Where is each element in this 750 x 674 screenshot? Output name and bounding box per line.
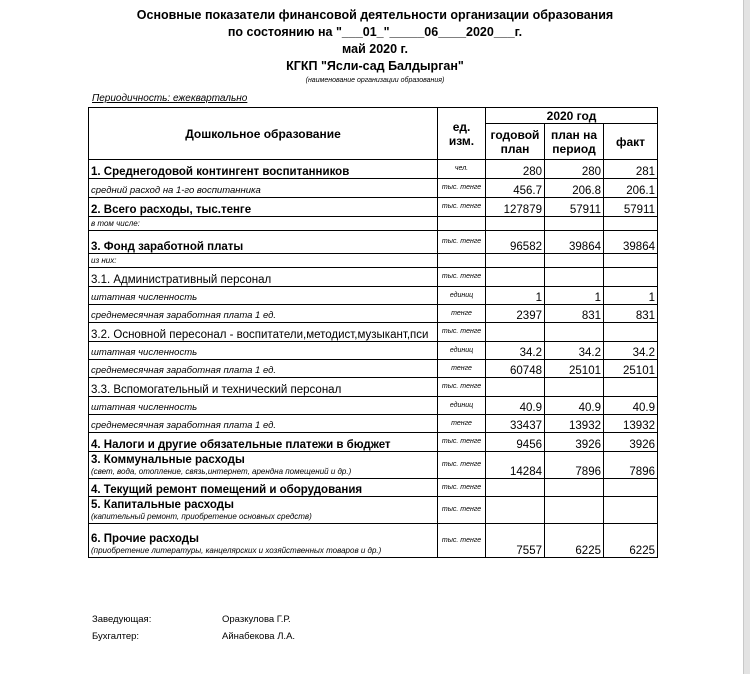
organization-note: (наименование организации образования) [305, 77, 445, 84]
fact-value-cell: 34.2 [604, 342, 658, 360]
scrollbar-edge [743, 0, 750, 674]
organization-name: КГКП "Ясли-сад Балдырган" [286, 59, 464, 73]
unit-cell [438, 254, 486, 268]
table-row [89, 323, 658, 342]
row-label [89, 433, 438, 452]
fact-value-cell: 25101 [604, 360, 658, 378]
plan-value-cell: 60748 [486, 360, 545, 378]
row-label [89, 415, 438, 433]
row-label-text: штатная численность [91, 347, 198, 358]
column-header-period: план на период [545, 124, 604, 160]
row-label-text: 5. Капитальные расходы [91, 499, 234, 511]
row-label [89, 160, 438, 179]
row-label [89, 323, 438, 342]
plan-value-cell [486, 497, 545, 524]
row-label [89, 452, 438, 479]
fact-value-cell [604, 323, 658, 342]
unit-cell: единиц [438, 397, 486, 415]
period-value-cell: 6225 [545, 524, 604, 558]
plan-value-cell: 127879 [486, 198, 545, 217]
row-label-note: (капительный ремонт, приобретение основных средств) [91, 512, 312, 521]
unit-cell [438, 217, 486, 231]
row-label-text: среднемесячная заработная плата 1 ед. [91, 310, 277, 321]
period-value-cell: 7896 [545, 452, 604, 479]
fact-value-cell [604, 497, 658, 524]
report-month: май 2020 г. [342, 42, 408, 56]
row-label-note: (приобретение литературы, канцелярских и хозяйственных товаров и др.) [91, 546, 382, 555]
row-label [89, 397, 438, 415]
fact-value-cell: 1 [604, 287, 658, 305]
table-header-row [89, 108, 658, 124]
period-value-cell: 40.9 [545, 397, 604, 415]
table-row [89, 217, 658, 231]
row-label-text: 2. Всего расходы, тыс.тенге [91, 204, 252, 216]
unit-cell: тыс. тенге [438, 497, 486, 524]
table-row [89, 179, 658, 198]
period-value-cell: 13932 [545, 415, 604, 433]
table-row [89, 524, 658, 558]
table-row [89, 268, 658, 287]
column-header-unit: ед. изм. [438, 108, 486, 160]
plan-value-cell: 9456 [486, 433, 545, 452]
period-value-cell: 831 [545, 305, 604, 323]
plan-value-cell: 1 [486, 287, 545, 305]
row-label-text: 4. Налоги и другие обязательные платежи в бюджет [91, 439, 391, 451]
fact-value-cell: 206.1 [604, 179, 658, 198]
row-label-text: в том числе: [91, 219, 140, 228]
plan-value-cell: 33437 [486, 415, 545, 433]
plan-value-cell [486, 479, 545, 497]
fact-value-cell: 281 [604, 160, 658, 179]
period-value-cell: 206.8 [545, 179, 604, 198]
plan-value-cell [486, 217, 545, 231]
fact-value-cell [604, 217, 658, 231]
table-row [89, 378, 658, 397]
fact-value-cell: 13932 [604, 415, 658, 433]
report-date: по состоянию на "___01_"_____06____2020___г. [227, 25, 523, 39]
row-label [89, 497, 438, 524]
head-title: Заведующая: [92, 614, 152, 625]
period-value-cell: 34.2 [545, 342, 604, 360]
row-label [89, 254, 438, 268]
period-value-cell: 57911 [545, 198, 604, 217]
table-row [89, 305, 658, 323]
financial-table [88, 107, 658, 558]
plan-value-cell [486, 268, 545, 287]
table-row [89, 342, 658, 360]
fact-value-cell: 831 [604, 305, 658, 323]
row-label-note: (свет, вода, отопление, связь,интернет, арендна помещений и др.) [91, 467, 352, 476]
row-label [89, 479, 438, 497]
row-label [89, 217, 438, 231]
plan-value-cell: 34.2 [486, 342, 545, 360]
plan-value-cell: 280 [486, 160, 545, 179]
row-label-text: 3.3. Вспомогательный и технический персонал [91, 384, 342, 396]
plan-value-cell: 2397 [486, 305, 545, 323]
row-label-text: 3. Коммунальные расходы [91, 454, 245, 466]
row-label-text: среднемесячная заработная плата 1 ед. [91, 420, 277, 431]
table-row [89, 160, 658, 179]
table-row [89, 397, 658, 415]
row-label [89, 231, 438, 254]
unit-cell: тыс. тенге [438, 179, 486, 198]
unit-cell: единиц [438, 287, 486, 305]
unit-cell: чел. [438, 160, 486, 179]
column-header-year: 2020 год [486, 108, 658, 124]
table-row [89, 433, 658, 452]
table-row [89, 198, 658, 217]
row-label-text: штатная численность [91, 292, 198, 303]
row-label-text: средний расход на 1-го воспитанника [91, 185, 261, 196]
period-value-cell [545, 254, 604, 268]
period-value-cell: 1 [545, 287, 604, 305]
unit-cell: тыс. тенге [438, 452, 486, 479]
period-value-cell: 3926 [545, 433, 604, 452]
fact-value-cell: 7896 [604, 452, 658, 479]
unit-cell: тыс. тенге [438, 231, 486, 254]
table-row [89, 479, 658, 497]
plan-value-cell: 40.9 [486, 397, 545, 415]
period-value-cell [545, 217, 604, 231]
unit-cell: тыс. тенге [438, 198, 486, 217]
unit-cell: тенге [438, 360, 486, 378]
periodicity-label: Периодичность: ежеквартально [92, 93, 248, 104]
table-row [89, 452, 658, 479]
row-label-text: штатная численность [91, 402, 198, 413]
fact-value-cell [604, 378, 658, 397]
period-value-cell: 25101 [545, 360, 604, 378]
period-value-cell [545, 323, 604, 342]
table-row [89, 497, 658, 524]
fact-value-cell [604, 268, 658, 287]
row-label [89, 305, 438, 323]
fact-value-cell [604, 254, 658, 268]
table-row [89, 415, 658, 433]
fact-value-cell: 39864 [604, 231, 658, 254]
fact-value-cell: 3926 [604, 433, 658, 452]
row-label [89, 360, 438, 378]
column-header-fact: факт [604, 124, 658, 160]
row-label [89, 287, 438, 305]
row-label-text: среднемесячная заработная плата 1 ед. [91, 365, 277, 376]
head-name: Оразкулова Г.Р. [222, 614, 291, 625]
unit-cell: тыс. тенге [438, 433, 486, 452]
unit-cell: тыс. тенге [438, 524, 486, 558]
unit-cell: тыс. тенге [438, 268, 486, 287]
period-value-cell: 280 [545, 160, 604, 179]
column-header-plan: годовой план [486, 124, 545, 160]
row-label-text: 3.2. Основной пересонал - воспитатели,методист,музыкант,пси [91, 329, 429, 341]
fact-value-cell: 40.9 [604, 397, 658, 415]
column-header-name: Дошкольное образование [89, 108, 438, 160]
plan-value-cell: 96582 [486, 231, 545, 254]
fact-value-cell [604, 479, 658, 497]
period-value-cell [545, 268, 604, 287]
report-title: Основные показатели финансовой деятельности организации образования [136, 8, 614, 22]
unit-cell: тыс. тенге [438, 323, 486, 342]
period-value-cell [545, 479, 604, 497]
accountant-title: Бухгалтер: [92, 631, 140, 642]
period-value-cell [545, 497, 604, 524]
unit-cell: тыс. тенге [438, 479, 486, 497]
period-value-cell: 39864 [545, 231, 604, 254]
row-label [89, 268, 438, 287]
row-label-text: 3.1. Административный персонал [91, 274, 272, 286]
row-label-text: 3. Фонд заработной платы [91, 241, 244, 253]
unit-cell: единиц [438, 342, 486, 360]
unit-cell: тенге [438, 305, 486, 323]
table-row [89, 360, 658, 378]
row-label [89, 378, 438, 397]
row-label-text: из них: [91, 256, 117, 265]
plan-value-cell [486, 378, 545, 397]
period-value-cell [545, 378, 604, 397]
plan-value-cell: 7557 [486, 524, 545, 558]
row-label [89, 524, 438, 558]
accountant-name: Айнабекова Л.А. [222, 631, 296, 642]
row-label-text: 1. Среднегодовой контингент воспитанников [91, 166, 350, 178]
unit-cell: тыс. тенге [438, 378, 486, 397]
table-row [89, 287, 658, 305]
row-label [89, 342, 438, 360]
row-label-text: 4. Текущий ремонт помещений и оборудования [91, 484, 363, 496]
table-row [89, 231, 658, 254]
row-label-text: 6. Прочие расходы [91, 533, 199, 545]
unit-cell: тенге [438, 415, 486, 433]
plan-value-cell: 456.7 [486, 179, 545, 198]
plan-value-cell: 14284 [486, 452, 545, 479]
row-label [89, 179, 438, 198]
plan-value-cell [486, 254, 545, 268]
fact-value-cell: 6225 [604, 524, 658, 558]
plan-value-cell [486, 323, 545, 342]
row-label [89, 198, 438, 217]
fact-value-cell: 57911 [604, 198, 658, 217]
table-row [89, 254, 658, 268]
